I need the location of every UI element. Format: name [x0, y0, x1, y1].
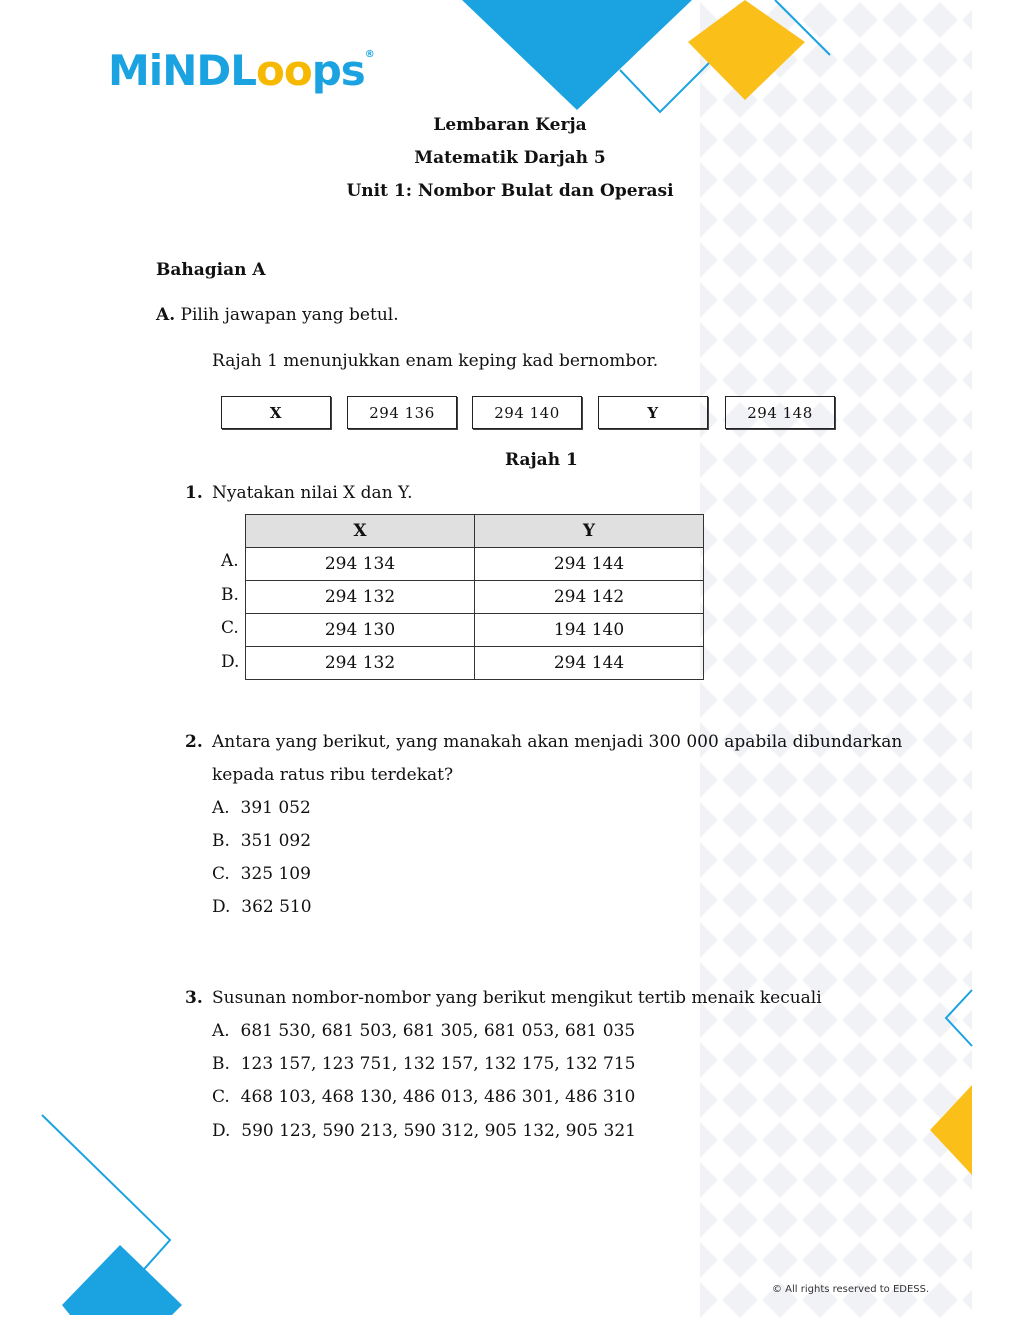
table-cell-y: 294 144 [475, 647, 704, 680]
table-cell-x: 294 132 [246, 581, 475, 614]
q3-option-d [212, 1121, 636, 1141]
q2-text-line2: kepada ratus ribu terdekat? [212, 765, 454, 785]
table-cell-x: 294 132 [246, 647, 475, 680]
option-label: C. [212, 1087, 230, 1107]
number-card-2: 294 136 [347, 396, 457, 429]
option-text: 362 510 [241, 897, 312, 917]
table-row [246, 548, 704, 581]
option-label: D. [212, 1121, 231, 1141]
option-label: A. [212, 798, 230, 818]
section-instruction [156, 305, 399, 325]
table-row [246, 614, 704, 647]
logo-registered: ® [364, 49, 374, 60]
number-card-4: Y [598, 396, 708, 429]
section-title: Bahagian A [156, 260, 266, 280]
table-cell-y: 294 142 [475, 581, 704, 614]
number-card-5: 294 148 [725, 396, 835, 429]
q1-options-table [245, 514, 704, 680]
q3-option-b [212, 1054, 635, 1074]
header-subject: Matematik Darjah 5 [414, 148, 606, 168]
table-cell-x: 294 130 [246, 614, 475, 647]
logo-text-o: oo [255, 46, 312, 95]
option-label: B. [212, 1054, 230, 1074]
header-title: Lembaran Kerja [433, 115, 587, 135]
option-label: B. [212, 831, 230, 851]
q2-option-d [212, 897, 312, 917]
option-label: A. [212, 1021, 230, 1041]
option-label: D. [212, 897, 231, 917]
blue-triangle-top [462, 0, 692, 110]
mindloops-logo [108, 46, 374, 95]
q2-option-c [212, 864, 311, 884]
table-cell-y: 294 144 [475, 548, 704, 581]
q1-row-label: D. [221, 652, 240, 672]
logo-text-b: ps [311, 46, 365, 95]
table-row [246, 647, 704, 680]
option-text: 681 530, 681 503, 681 305, 681 053, 681 035 [240, 1021, 636, 1041]
option-text: 590 123, 590 213, 590 312, 905 132, 905 321 [241, 1121, 636, 1141]
q2-number: 2. [185, 732, 203, 752]
q2-text-line1: Antara yang berikut, yang manakah akan menjadi 300 000 apabila dibundarkan [212, 732, 903, 752]
instruction-text: Pilih jawapan yang betul. [180, 305, 399, 325]
table-header-row [246, 515, 704, 548]
q3-number: 3. [185, 988, 203, 1008]
copyright-notice: © All rights reserved to EDESS. [772, 1284, 930, 1295]
q3-option-c [212, 1087, 635, 1107]
q2-option-b [212, 831, 311, 851]
option-text: 468 103, 468 130, 486 013, 486 301, 486 310 [240, 1087, 636, 1107]
q1-text: Nyatakan nilai X dan Y. [212, 483, 413, 503]
logo-text-a: MiNDL [108, 46, 256, 95]
option-text: 391 052 [240, 798, 311, 818]
option-label: C. [212, 864, 230, 884]
q3-text: Susunan nombor-nombor yang berikut mengikut tertib menaik kecuali [212, 988, 822, 1008]
table-header-y: Y [475, 515, 704, 548]
option-text: 123 157, 123 751, 132 157, 132 175, 132 715 [240, 1054, 636, 1074]
q1-row-label: B. [221, 585, 239, 605]
table-cell-x: 294 134 [246, 548, 475, 581]
figure-intro: Rajah 1 menunjukkan enam keping kad bernombor. [212, 351, 659, 371]
q1-row-label: A. [221, 551, 239, 571]
option-text: 351 092 [240, 831, 312, 851]
q3-option-a [212, 1021, 635, 1041]
number-card-3: 294 140 [472, 396, 582, 429]
figure-caption: Rajah 1 [505, 450, 578, 470]
table-row [246, 581, 704, 614]
q1-row-label: C. [221, 618, 239, 638]
instruction-label: A. [156, 305, 176, 325]
number-card-1: X [221, 396, 331, 429]
table-header-x: X [246, 515, 475, 548]
q2-option-a [212, 798, 311, 818]
q1-number: 1. [185, 483, 203, 503]
header-unit: Unit 1: Nombor Bulat dan Operasi [346, 181, 674, 201]
table-cell-y: 194 140 [475, 614, 704, 647]
blue-shape-bottom [62, 1245, 182, 1315]
option-text: 325 109 [240, 864, 311, 884]
